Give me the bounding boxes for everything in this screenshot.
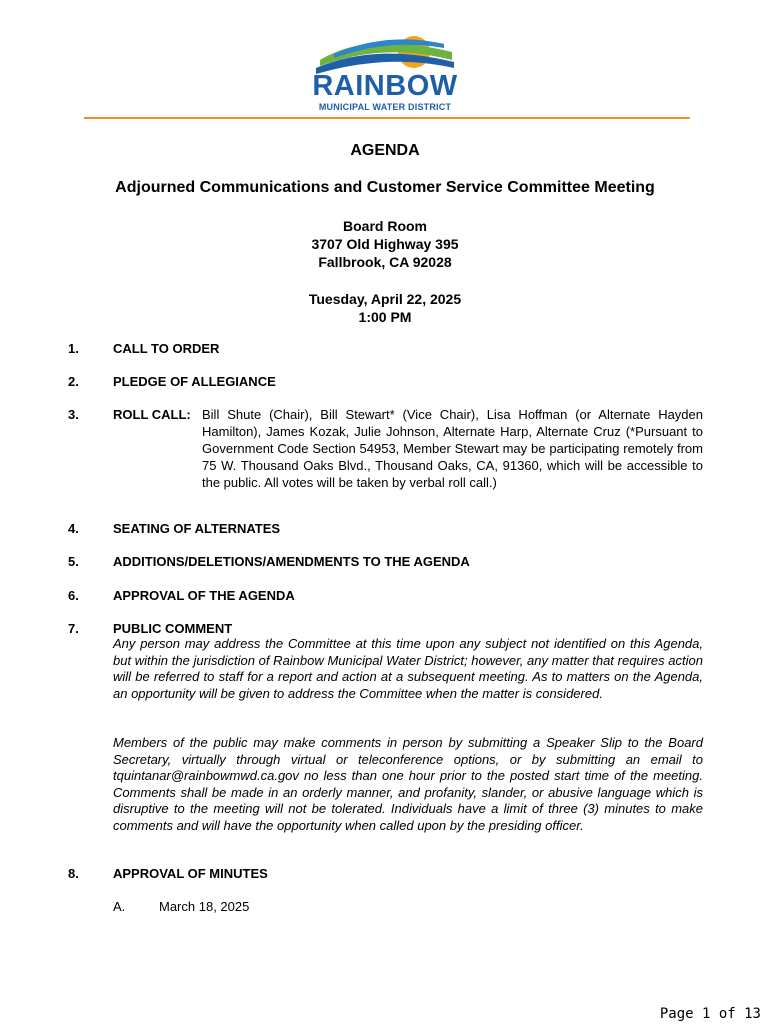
item-number: 7. bbox=[68, 621, 79, 636]
item-title: ROLL CALL: bbox=[113, 407, 191, 422]
subitem-text: March 18, 2025 bbox=[159, 899, 250, 914]
item-title: CALL TO ORDER bbox=[113, 341, 220, 356]
roll-call-text: Bill Shute (Chair), Bill Stewart* (Vice Chair), Lisa Hoffman (or Alternate Hayden Hamilton), James Kozak, Julie Johnson, Alternate Harp, Alternate Cruz (*Pursuant to Government Code Section 54953, Member Stewart may be participating remotely from 75 W. Thousand Oaks Blvd., Thousand Oaks, CA, 91360, which will be accessible to the public. All votes will be taken by verbal roll call.) bbox=[202, 407, 703, 490]
location-city: Fallbrook, CA 92028 bbox=[318, 254, 452, 270]
item-number: 8. bbox=[68, 866, 79, 881]
location-room: Board Room bbox=[343, 218, 427, 234]
item-number: 2. bbox=[68, 374, 79, 389]
subitem-letter: A. bbox=[113, 899, 126, 914]
meeting-time: 1:00 PM bbox=[358, 309, 412, 325]
public-comment-paragraph-2: Members of the public may make comments in person by submitting a Speaker Slip to the Board Secretary, virtually through virtual or teleconference options, or by submitting an email to tquintanar@rainbowmwd.ca.gov no less than one hour prior to the posted start time of the meeting. Comments shall be made in an orderly manner, and profanity, slander, or abusive language which is disruptive to the meeting will not be tolerated. Individuals have a limit of three (3) minutes to make comments and will have the opportunity when called upon by the presiding officer. bbox=[113, 735, 703, 833]
location-street: 3707 Old Highway 395 bbox=[311, 236, 459, 252]
item-number: 6. bbox=[68, 588, 79, 603]
meeting-title: Adjourned Communications and Customer Service Committee Meeting bbox=[115, 179, 655, 196]
item-number: 4. bbox=[68, 521, 79, 536]
item-number: 3. bbox=[68, 407, 79, 422]
meeting-date: Tuesday, April 22, 2025 bbox=[308, 291, 462, 307]
item-title: PUBLIC COMMENT bbox=[113, 621, 233, 636]
rainbow-logo-icon bbox=[314, 30, 456, 74]
page-number: Page 1 of 13 bbox=[659, 1006, 761, 1022]
item-title: PLEDGE OF ALLEGIANCE bbox=[113, 374, 276, 389]
meeting-datetime bbox=[0, 290, 770, 326]
item-title: APPROVAL OF THE AGENDA bbox=[113, 588, 295, 603]
header-divider bbox=[84, 117, 690, 119]
district-logo bbox=[300, 30, 470, 114]
item-title: ADDITIONS/DELETIONS/AMENDMENTS TO THE AGENDA bbox=[113, 554, 470, 569]
item-title: APPROVAL OF MINUTES bbox=[113, 866, 268, 881]
agenda-heading: AGENDA bbox=[350, 142, 420, 159]
item-number: 1. bbox=[68, 341, 79, 356]
logo-subtitle: MUNICIPAL WATER DISTRICT bbox=[318, 102, 452, 112]
meeting-location bbox=[0, 217, 770, 271]
item-number: 5. bbox=[68, 554, 79, 569]
public-comment-paragraph-1: Any person may address the Committee at this time upon any subject not identified on this Agenda, but within the jurisdiction of Rainbow Municipal Water District; however, any matter that requires action will be referred to staff for a report and action at a subsequent meeting. As to matters on the Agenda, an opportunity will be given to address the Committee when the matter is considered. bbox=[113, 636, 703, 701]
logo-name: RAINBOW bbox=[312, 70, 458, 102]
item-title: SEATING OF ALTERNATES bbox=[113, 521, 281, 536]
